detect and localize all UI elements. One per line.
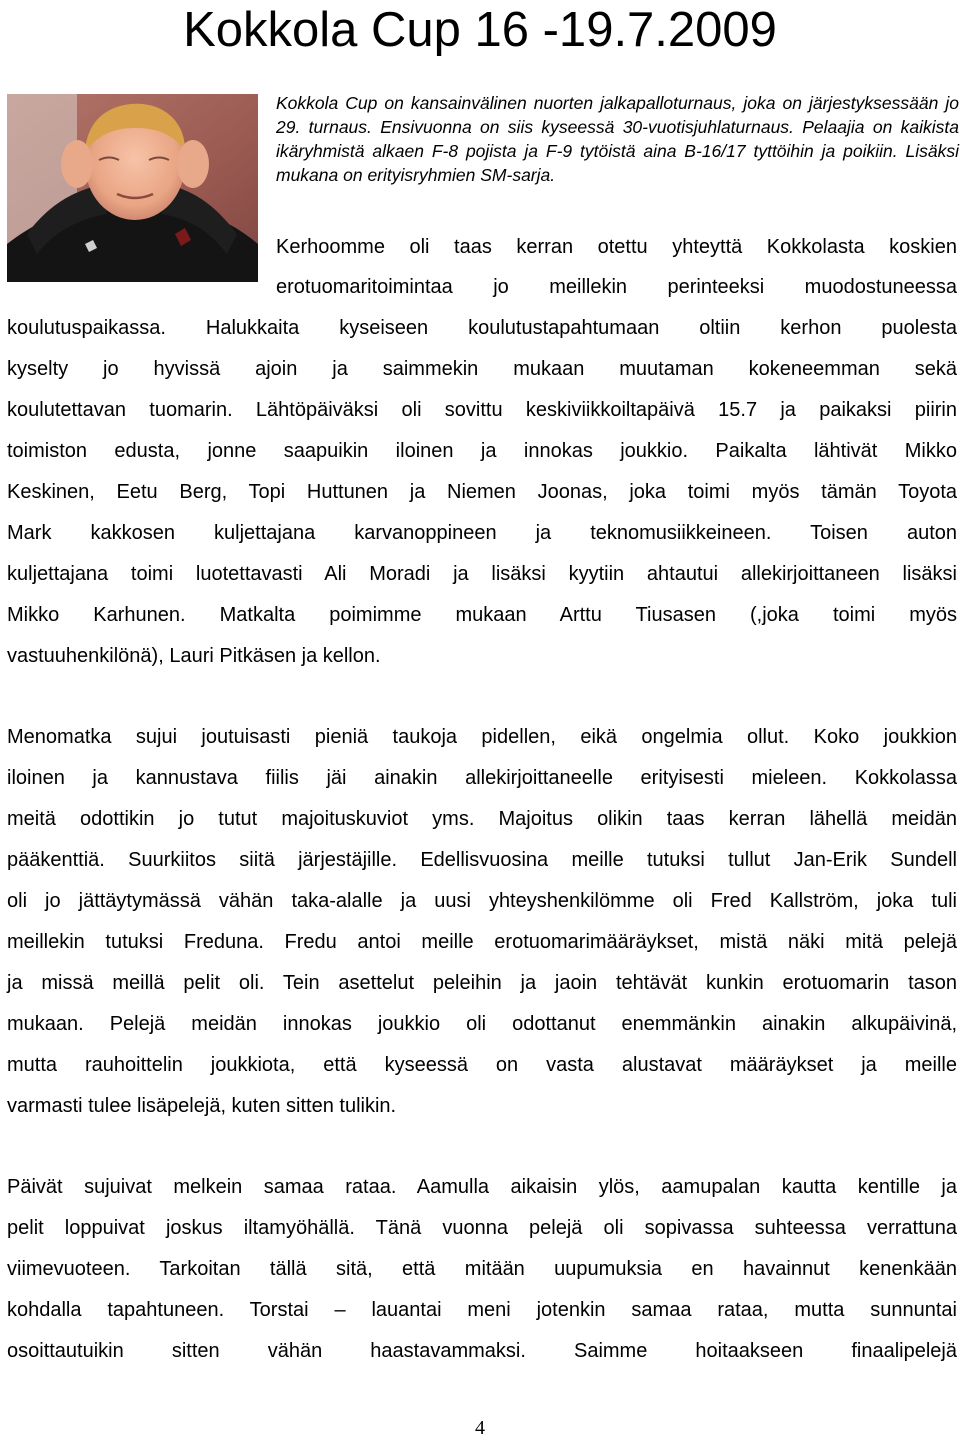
page-number: 4 (475, 1417, 485, 1439)
body-line: meitä odottikin jo tutut majoituskuviot yms. Majoitus olikin taas kerran lähellä meidän (7, 808, 957, 830)
body-line: kohdalla tapahtuneen. Torstai – lauantai meni jotenkin samaa rataa, mutta sunnuntai (7, 1299, 957, 1321)
body-line: vastuuhenkilönä), Lauri Pitkäsen ja kellon. (7, 645, 381, 667)
intro-text: Kokkola Cup on kansainvälinen nuorten jalkapalloturnaus, joka on järjestyksessään jo 29. turnaus. Ensivuonna on siis kyseessä 30-vuotisjuhlaturnaus. Pelaajia on kaikista ikäryhmistä alkaen F-8 pojista ja F-9 tytöistä aina B-16/17 tyttöihin ja poikiin. Lisäksi mukana on erityisryhmien SM-sarja. (276, 93, 959, 185)
body-line: koulutuspaikassa. Halukkaita kyseiseen koulutustapahtumaan oltiin kerhon puolesta (7, 317, 957, 339)
body-line: pääkenttiä. Suurkiitos siitä järjestäjille. Edellisvuosina meille tutuksi tullut Jan-Erik Sundell (7, 849, 957, 871)
document-title: Kokkola Cup 16 -19.7.2009 (183, 3, 777, 57)
body-line: mukaan. Pelejä meidän innokas joukkio oli odottanut enemmänkin ainakin alkupäivinä, (7, 1013, 957, 1035)
body-line: iloinen ja kannustava fiilis jäi ainakin allekirjoittaneelle erityisesti mieleen. Kokkolassa (7, 767, 957, 789)
body-line: Kerhoomme oli taas kerran otettu yhteyttä Kokkolasta koskien (276, 236, 957, 258)
intro-paragraph (276, 91, 959, 187)
body-line: Menomatka sujui joutuisasti pieniä taukoja pidellen, eikä ongelmia ollut. Koko joukkion (7, 726, 957, 748)
body-line: viimevuoteen. Tarkoitan tällä sitä, että mitään uupumuksia en havainnut kenenkään (7, 1258, 957, 1280)
body-line: Mikko Karhunen. Matkalta poimimme mukaan Arttu Tiusasen (,joka toimi myös (7, 604, 957, 626)
body-line: Keskinen, Eetu Berg, Topi Huttunen ja Niemen Joonas, joka toimi myös tämän Toyota (7, 481, 957, 503)
body-line: kyselty jo hyvissä ajoin ja saimmekin mukaan muutaman kokeneemman sekä (7, 358, 957, 380)
person-photo (7, 94, 258, 282)
body-line: Päivät sujuivat melkein samaa rataa. Aamulla aikaisin ylös, aamupalan kautta kentille ja (7, 1176, 957, 1198)
body-line: osoittautuikin sitten vähän haastavammaksi. Saimme hoitaakseen finaalipelejä (7, 1340, 957, 1362)
body-line: ja missä meillä pelit oli. Tein asettelut peleihin ja jaoin tehtävät kunkin erotuomarin tason (7, 972, 957, 994)
body-line: erotuomaritoimintaa jo meillekin perinteeksi muodostuneessa (276, 276, 957, 298)
body-line: varmasti tulee lisäpelejä, kuten sitten tulikin. (7, 1095, 397, 1117)
body-line: oli jo jättäytymässä vähän taka-alalle ja uusi yhteyshenkilömme oli Fred Kallström, joka tuli (7, 890, 957, 912)
body-line: mutta rauhoittelin joukkiota, että kyseessä on vasta alustavat määräykset ja meille (7, 1054, 957, 1076)
body-line: koulutettavan tuomarin. Lähtöpäiväksi oli sovittu keskiviikkoiltapäivä 15.7 ja paikaksi piirin (7, 399, 957, 421)
body-line: toimiston edusta, jonne saapuikin iloinen ja innokas joukkio. Paikalta lähtivät Mikko (7, 440, 957, 462)
body-line: kuljettajana toimi luotettavasti Ali Moradi ja lisäksi kyytiin ahtautui allekirjoittaneen lisäksi (7, 563, 957, 585)
body-line: meillekin tutuksi Freduna. Fredu antoi meille erotuomarimääräykset, mistä näki mitä pelejä (7, 931, 957, 953)
body-line: pelit loppuivat joskus iltamyöhällä. Tänä vuonna pelejä oli sopivassa suhteessa verrattuna (7, 1217, 957, 1239)
body-line: Mark kakkosen kuljettajana karvanoppineen ja teknomusiikkeineen. Toisen auton (7, 522, 957, 544)
